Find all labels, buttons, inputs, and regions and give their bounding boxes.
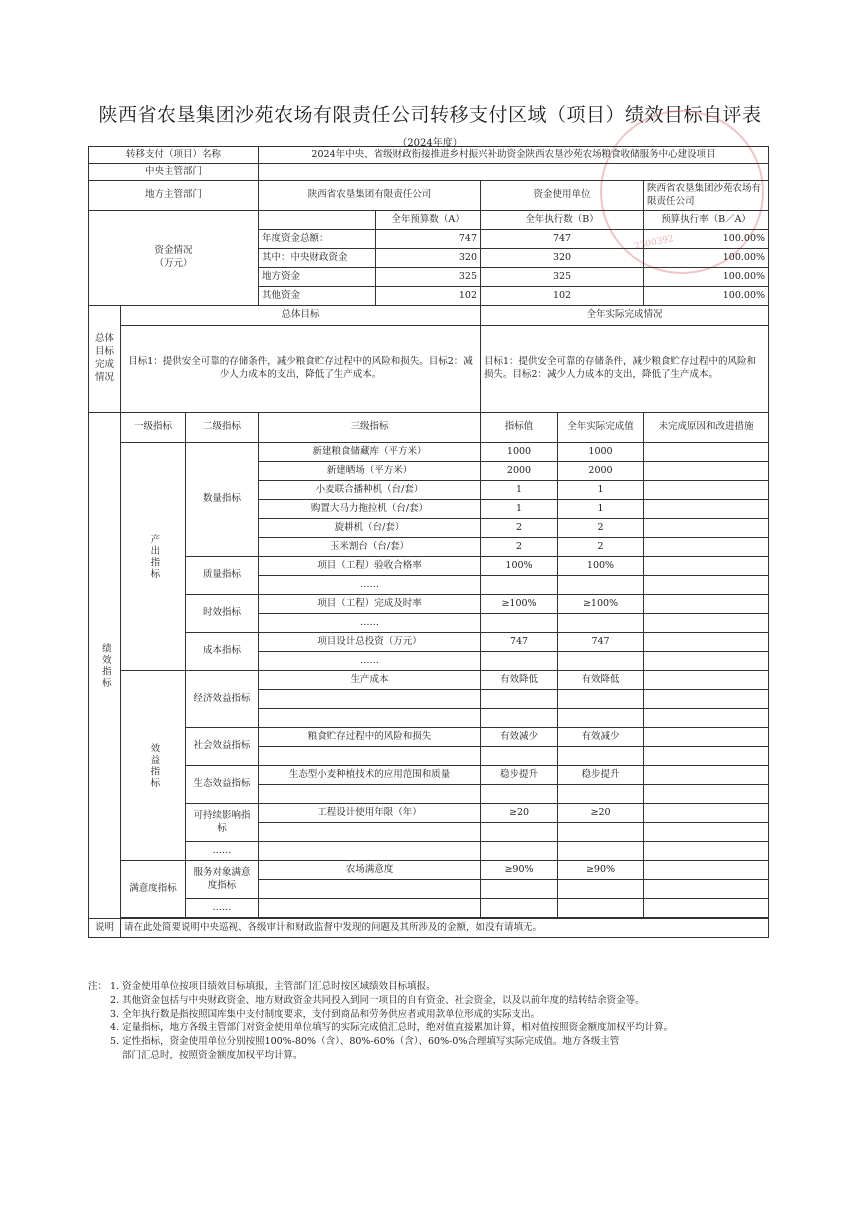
indicator-row: 购置大马力拖拉机（台/套） 1 1 xyxy=(89,500,769,519)
indicator-row: …… xyxy=(89,842,769,861)
note-item: 1. 资金使用单位按项目绩效目标填报，主管部门汇总时按区域绩效目标填报。 xyxy=(110,981,436,992)
note-item: 5. 定性指标，资金使用单位分别按照100%-80%（含）、80%-60%（含）、60%-0%合理填写实际完成值。地方各级主管 xyxy=(110,1036,620,1048)
footnotes xyxy=(88,980,673,1063)
indicator-row: 成本指标 项目设计总投资（万元） 747 747 xyxy=(89,633,769,652)
sustainable-label: 可持续影响指标 xyxy=(186,804,259,842)
note-item: 4. 定量指标，地方各级主管部门对资金使用单位填写的实际完成值汇总时，绝对值直接累加计算，相对值按照资金额度加权平均计算。 xyxy=(110,1022,674,1034)
indicator-row: …… xyxy=(89,614,769,633)
indicator-row: 可持续影响指标 工程设计使用年限（年） ≥20 ≥20 xyxy=(89,804,769,823)
economic-label: 经济效益指标 xyxy=(186,671,259,728)
central-dept-value xyxy=(259,164,769,181)
rate-header: 预算执行率（B／A） xyxy=(644,211,769,230)
indicator-row: 新建晒场（平方米） 2000 2000 xyxy=(89,462,769,481)
indicator-row: 社会效益指标 粮食贮存过程中的风险和损失 有效减少 有效减少 xyxy=(89,728,769,747)
note-continuation: 部门汇总时，按照资金额度加权平均计算。 xyxy=(122,1049,303,1061)
remark-row xyxy=(89,919,769,938)
funds-label: 资金情况 （万元） xyxy=(89,211,259,306)
indicator-row: …… xyxy=(89,652,769,671)
local-dept-label: 地方主管部门 xyxy=(89,181,259,211)
ecological-label: 生态效益指标 xyxy=(186,766,259,804)
cost-label: 成本指标 xyxy=(186,633,259,671)
overall-content-row xyxy=(89,326,769,413)
indicator-row: 效益指标 经济效益指标 生产成本 有效降低 有效降低 xyxy=(89,671,769,690)
benefit-label: 效益指标 xyxy=(121,671,186,861)
budget-header: 全年预算数（A） xyxy=(376,211,481,230)
project-name: 2024年中央、省级财政衔接推进乡村振兴补助资金陕西农垦沙苑农场粮食收储服务中心建设项目 xyxy=(259,147,769,164)
indicator-row: 生态效益指标 生态型小麦种植技术的应用范围和质量 稳步提升 稳步提升 xyxy=(89,766,769,785)
local-dept-value: 陕西省农垦集团有限责任公司 xyxy=(259,181,481,211)
indicator-row: 满意度指标 服务对象满意度指标 农场满意度 ≥90% ≥90% xyxy=(89,861,769,880)
indicator-row: 时效指标 项目（工程）完成及时率 ≥100% ≥100% xyxy=(89,595,769,614)
goal-header: 总体目标 xyxy=(121,306,481,326)
local-dept-row xyxy=(89,181,769,211)
output-label: 产出指标 xyxy=(121,443,186,671)
remark-text: 请在此处简要说明中央巡视、各级审计和财政监督中发现的问题及其所涉及的金额，如没有请填无。 xyxy=(121,919,769,938)
social-label: 社会效益指标 xyxy=(186,728,259,766)
indicator-row: 玉米割台（台/套） 2 2 xyxy=(89,538,769,557)
indicator-row: 产出指标 数量指标 新建粮食储藏库（平方米） 1000 1000 xyxy=(89,443,769,462)
notes-prefix: 注： xyxy=(88,981,108,992)
funds-row: 年度资金总额： 747 747 100.00% xyxy=(89,230,769,249)
funds-row: 其中：中央财政资金 320 320 100.00% xyxy=(89,249,769,268)
funds-row: 地方资金 325 325 100.00% xyxy=(89,268,769,287)
note-item: 2. 其他资金包括与中央财政资金、地方财政资金共同投入到同一项目的自有资金、社会资金，以及以前年度的结转结余资金等。 xyxy=(110,994,645,1006)
funds-header-row xyxy=(89,211,769,230)
performance-label: 绩效指标 xyxy=(89,413,121,919)
overall-label: 总体目标完成情况 xyxy=(89,306,121,413)
project-name-row xyxy=(89,147,769,164)
indicator-row: 旋耕机（台/套） 2 2 xyxy=(89,519,769,538)
fiscal-year: （2024年度） xyxy=(397,138,463,149)
evaluation-table xyxy=(88,146,769,938)
goal-text: 目标1：提供安全可靠的存储条件，减少粮食贮存过程中的风险和损失。目标2：减少人力成本的支出，降低了生产成本。 xyxy=(121,326,481,413)
actual-header: 全年实际完成情况 xyxy=(481,306,769,326)
central-dept-row xyxy=(89,164,769,181)
quantity-label: 数量指标 xyxy=(186,443,259,557)
quality-label: 质量指标 xyxy=(186,557,259,595)
executed-header: 全年执行数（B） xyxy=(481,211,644,230)
overall-header-row xyxy=(89,306,769,326)
project-name-label: 转移支付（项目）名称 xyxy=(89,147,259,164)
fund-user-value: 陕西省农垦集团沙苑农场有限责任公司 xyxy=(644,181,769,211)
document-title: 陕西省农垦集团沙苑农场有限责任公司转移支付区域（项目）绩效目标自评表 xyxy=(98,104,762,126)
satisfaction-label: 满意度指标 xyxy=(121,861,186,918)
remark-label: 说明 xyxy=(89,919,121,938)
service-label: 服务对象满意度指标 xyxy=(186,861,259,899)
timeliness-label: 时效指标 xyxy=(186,595,259,633)
indicator-header-row: 绩效指标 一级指标 二级指标 三级指标 指标值 全年实际完成值 未完成原因和改进措施 xyxy=(89,413,769,443)
actual-text: 目标1：提供安全可靠的存储条件，减少粮食贮存过程中的风险和损失。目标2：减少人力成本的支出，降低了生产成本。 xyxy=(481,326,769,413)
note-item: 3. 全年执行数是指按照国库集中支付制度要求，支付到商品和劳务供应者或用款单位形成的实际支出。 xyxy=(110,1008,541,1020)
central-dept-label: 中央主管部门 xyxy=(89,164,259,181)
funds-row: 其他资金 102 102 100.00% xyxy=(89,287,769,306)
indicator-row: 小麦联合播种机（台/套） 1 1 xyxy=(89,481,769,500)
seal-serial: 2300392 xyxy=(633,233,675,253)
indicator-row: …… xyxy=(89,899,769,918)
indicator-row: …… xyxy=(89,576,769,595)
fund-user-label: 资金使用单位 xyxy=(481,181,644,211)
indicator-row: 质量指标 项目（工程）验收合格率 100% 100% xyxy=(89,557,769,576)
